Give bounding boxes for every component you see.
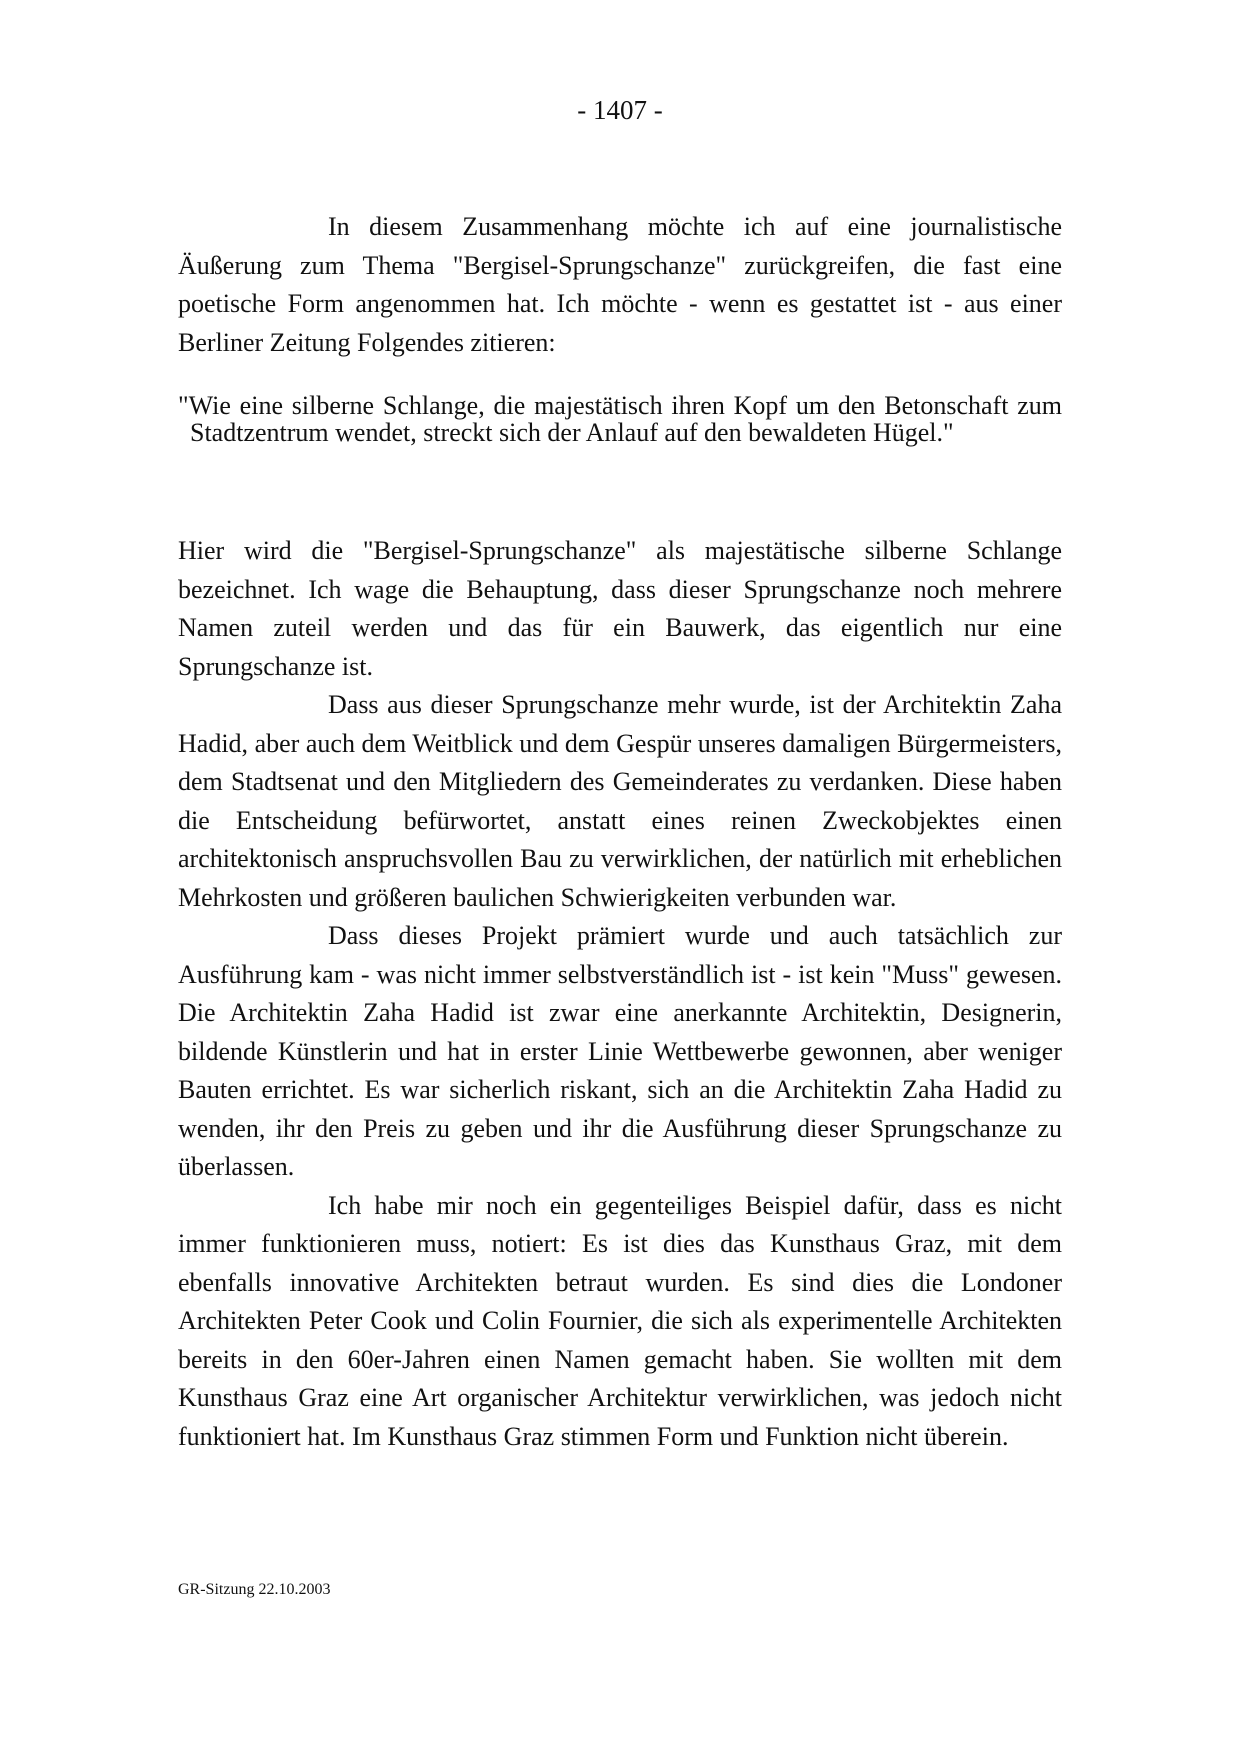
quote-block [178, 392, 1062, 446]
intro-block [178, 208, 1062, 362]
body-text [178, 532, 1062, 1456]
paragraph-architect-credit: Dass aus dieser Sprungschanze mehr wurde, ist der Architektin Zaha Hadid, aber auch dem Weitblick und dem Gespür unseres damaligen Bürgermeisters, dem Stadtsenat und den Mitgliedern des Gemeinderates zu verdanken. Diese haben die Entscheidung befürwortet, anstatt eines reinen Zweckobjektes einen architektonisch anspruchsvollen Bau zu verwirklichen, der natürlich mit erheblichen Mehrkosten und größeren baulichen Schwierigkeiten verbunden war. [178, 690, 1062, 912]
newspaper-quote: "Wie eine silberne Schlange, die majestätisch ihren Kopf um den Betonschaft zum Stadtzentrum wendet, streckt sich der Anlauf auf den bewaldeten Hügel." [178, 391, 1062, 447]
paragraph-project-award: Dass dieses Projekt prämiert wurde und auch tatsächlich zur Ausführung kam - was nicht immer selbstverständlich ist - ist kein "Muss" gewesen. Die Architektin Zaha Hadid ist zwar eine anerkannte Architektin, Designerin, bildende Künstlerin und hat in erster Linie Wettbewerbe gewonnen, aber weniger Bauten errichtet. Es war sicherlich riskant, sich an die Architektin Zaha Hadid zu wenden, ihr den Preis zu geben und ihr die Ausführung dieser Sprungschanze zu überlassen. [178, 921, 1062, 1181]
page-number: - 1407 - [577, 95, 663, 125]
footer-session-date: GR-Sitzung 22.10.2003 [178, 1581, 331, 1598]
paragraph-kunsthaus-graz: Ich habe mir noch ein gegenteiliges Beispiel dafür, dass es nicht immer funktionieren muss, notiert: Es ist dies das Kunsthaus Graz, mit dem ebenfalls innovative Architekten betraut wurden. Es sind dies die Londoner Architekten Peter Cook und Colin Fournier, die sich als experimentelle Architekten bereits in den 60er-Jahren einen Namen gemacht haben. Sie wollten mit dem Kunsthaus Graz eine Art organischer Architektur verwirklichen, was jedoch nicht funktioniert hat. Im Kunsthaus Graz stimmen Form und Funktion nicht überein. [178, 1190, 1062, 1451]
paragraph-serpent-naming: Hier wird die "Bergisel-Sprungschanze" als majestätische silberne Schlange bezeichnet. Ich wage die Behauptung, dass dieser Sprungschanze noch mehrere Namen zuteil werden und das für ein Bauwerk, das eigentlich nur eine Sprungschanze ist. [178, 536, 1062, 681]
intro-paragraph: In diesem Zusammenhang möchte ich auf eine journalistische Äußerung zum Thema "Bergisel-Sprungschanze" zurückgreifen, die fast eine poetische Form angenommen hat. Ich möchte - wenn es gestattet ist - aus einer Berliner Zeitung Folgendes zitieren: [178, 212, 1062, 357]
